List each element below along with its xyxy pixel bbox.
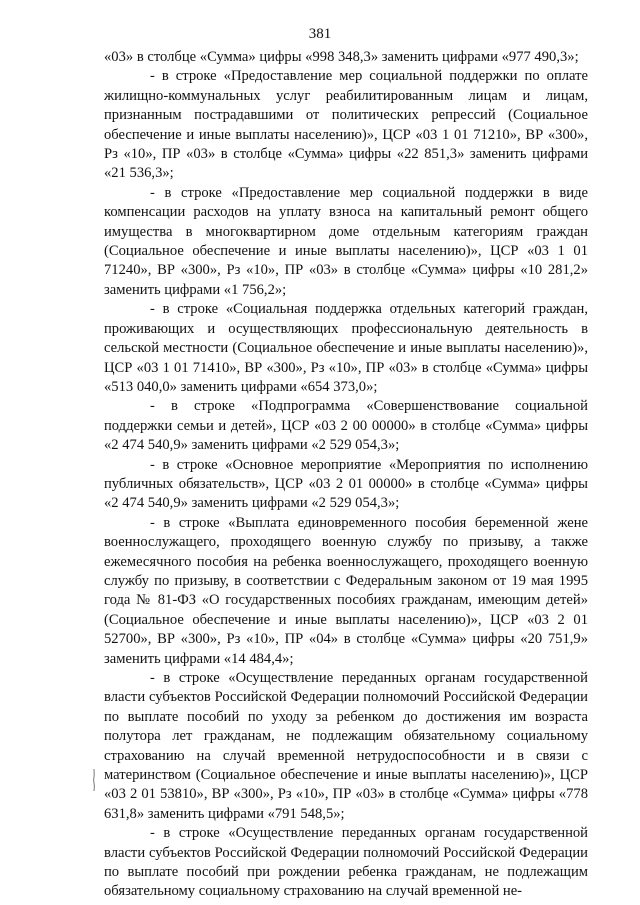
paragraph-1: «03» в столбце «Сумма» цифры «998 348,3» заменить цифрами «977 490,3»; [104,49,579,65]
page-number: 381 [308,26,332,42]
paragraph-6: - в строке «Основное мероприятие «Мероприятия по исполнению публичных обязательств», ЦСР «03 2 01 00000» в столбце «Сумма» цифры «2 474 540,9» заменить цифрами «2 529 054,3»; [104,456,588,512]
paragraph-9: - в строке «Осуществление переданных органам государственной власти субъектов Российской Федерации полномочий Российской Федерации по выплате пособий при рождении ребенка гражданам, не подлежащим обязательному социальному страхованию на случай временной не- [104,825,588,900]
paragraph-7: - в строке «Выплата единовременного пособия беременной жене военнослужащего, проходящего военную службу по призыву, а также ежемесячного пособия на ребенка военнослужащего, проходящего военную службу по призыву, в соответствии с Федеральным законом от 19 мая 1995 года № 81-ФЗ «О государственных пособиях гражданам, имеющим детей» (Социальное обеспечение и иные выплаты населению)», ЦСР «03 2 01 52700», ВР «300», Рз «10», ПР «04» в столбце «Сумма» цифры «20 751,9» заменить цифрами «14 484,4»; [104,514,588,667]
paragraph-5: - в строке «Подпрограмма «Совершенствование социальной поддержки семьи и детей», ЦСР «03 2 00 00000» в столбце «Сумма» цифры «2 474 540,9» заменить цифрами «2 529 054,3»; [104,398,588,454]
paragraph-2: - в строке «Предоставление мер социальной поддержки по оплате жилищно-коммунальных услуг реабилитированным лицам и лицам, признанным пострадавшими от политических репрессий (Социальное обеспечение и иные выплаты населению)», ЦСР «03 1 01 71210», ВР «300», Рз «10», ПР «03» в столбце «Сумма» цифры «22 851,3» заменить цифрами «21 536,3»; [104,68,588,182]
paragraph-3: - в строке «Предоставление мер социальной поддержки в виде компенсации расходов на уплату взноса на капитальный ремонт общего имущества в многоквартирном доме отдельным категориям граждан (Социальное обеспечение и иные выплаты населению)», ЦСР «03 1 01 71240», ВР «300», Рз «10», ПР «03» в столбце «Сумма» цифры «10 281,2» заменить цифрами «1 756,2»; [104,184,588,298]
paragraph-8: - в строке «Осуществление переданных органам государственной власти субъектов Российской Федерации полномочий Российской Федерации по выплате пособий по уходу за ребенком до достижения им возраста полутора лет гражданам, не подлежащим обязательному социальному страхованию на случай временной нетрудоспособности и в связи с материнством (Социальное обеспечение и иные выплаты населению)», ЦСР «03 2 01 53810», ВР «300», Рз «10», ПР «03» в столбце «Сумма» цифры «778 631,8» заменить цифрами «791 548,5»; [104,670,588,822]
paragraph-4: - в строке «Социальная поддержка отдельных категорий граждан, проживающих и осуществляющих профессиональную деятельность в сельской местности (Социальное обеспечение и иные выплаты населению)», ЦСР «03 1 01 71410», ВР «300», Рз «10», ПР «03» в столбце «Сумма» цифры «513 040,0» заменить цифрами «654 373,0»; [104,301,588,395]
margin-pen-mark [92,768,96,792]
body-text [104,48,588,902]
